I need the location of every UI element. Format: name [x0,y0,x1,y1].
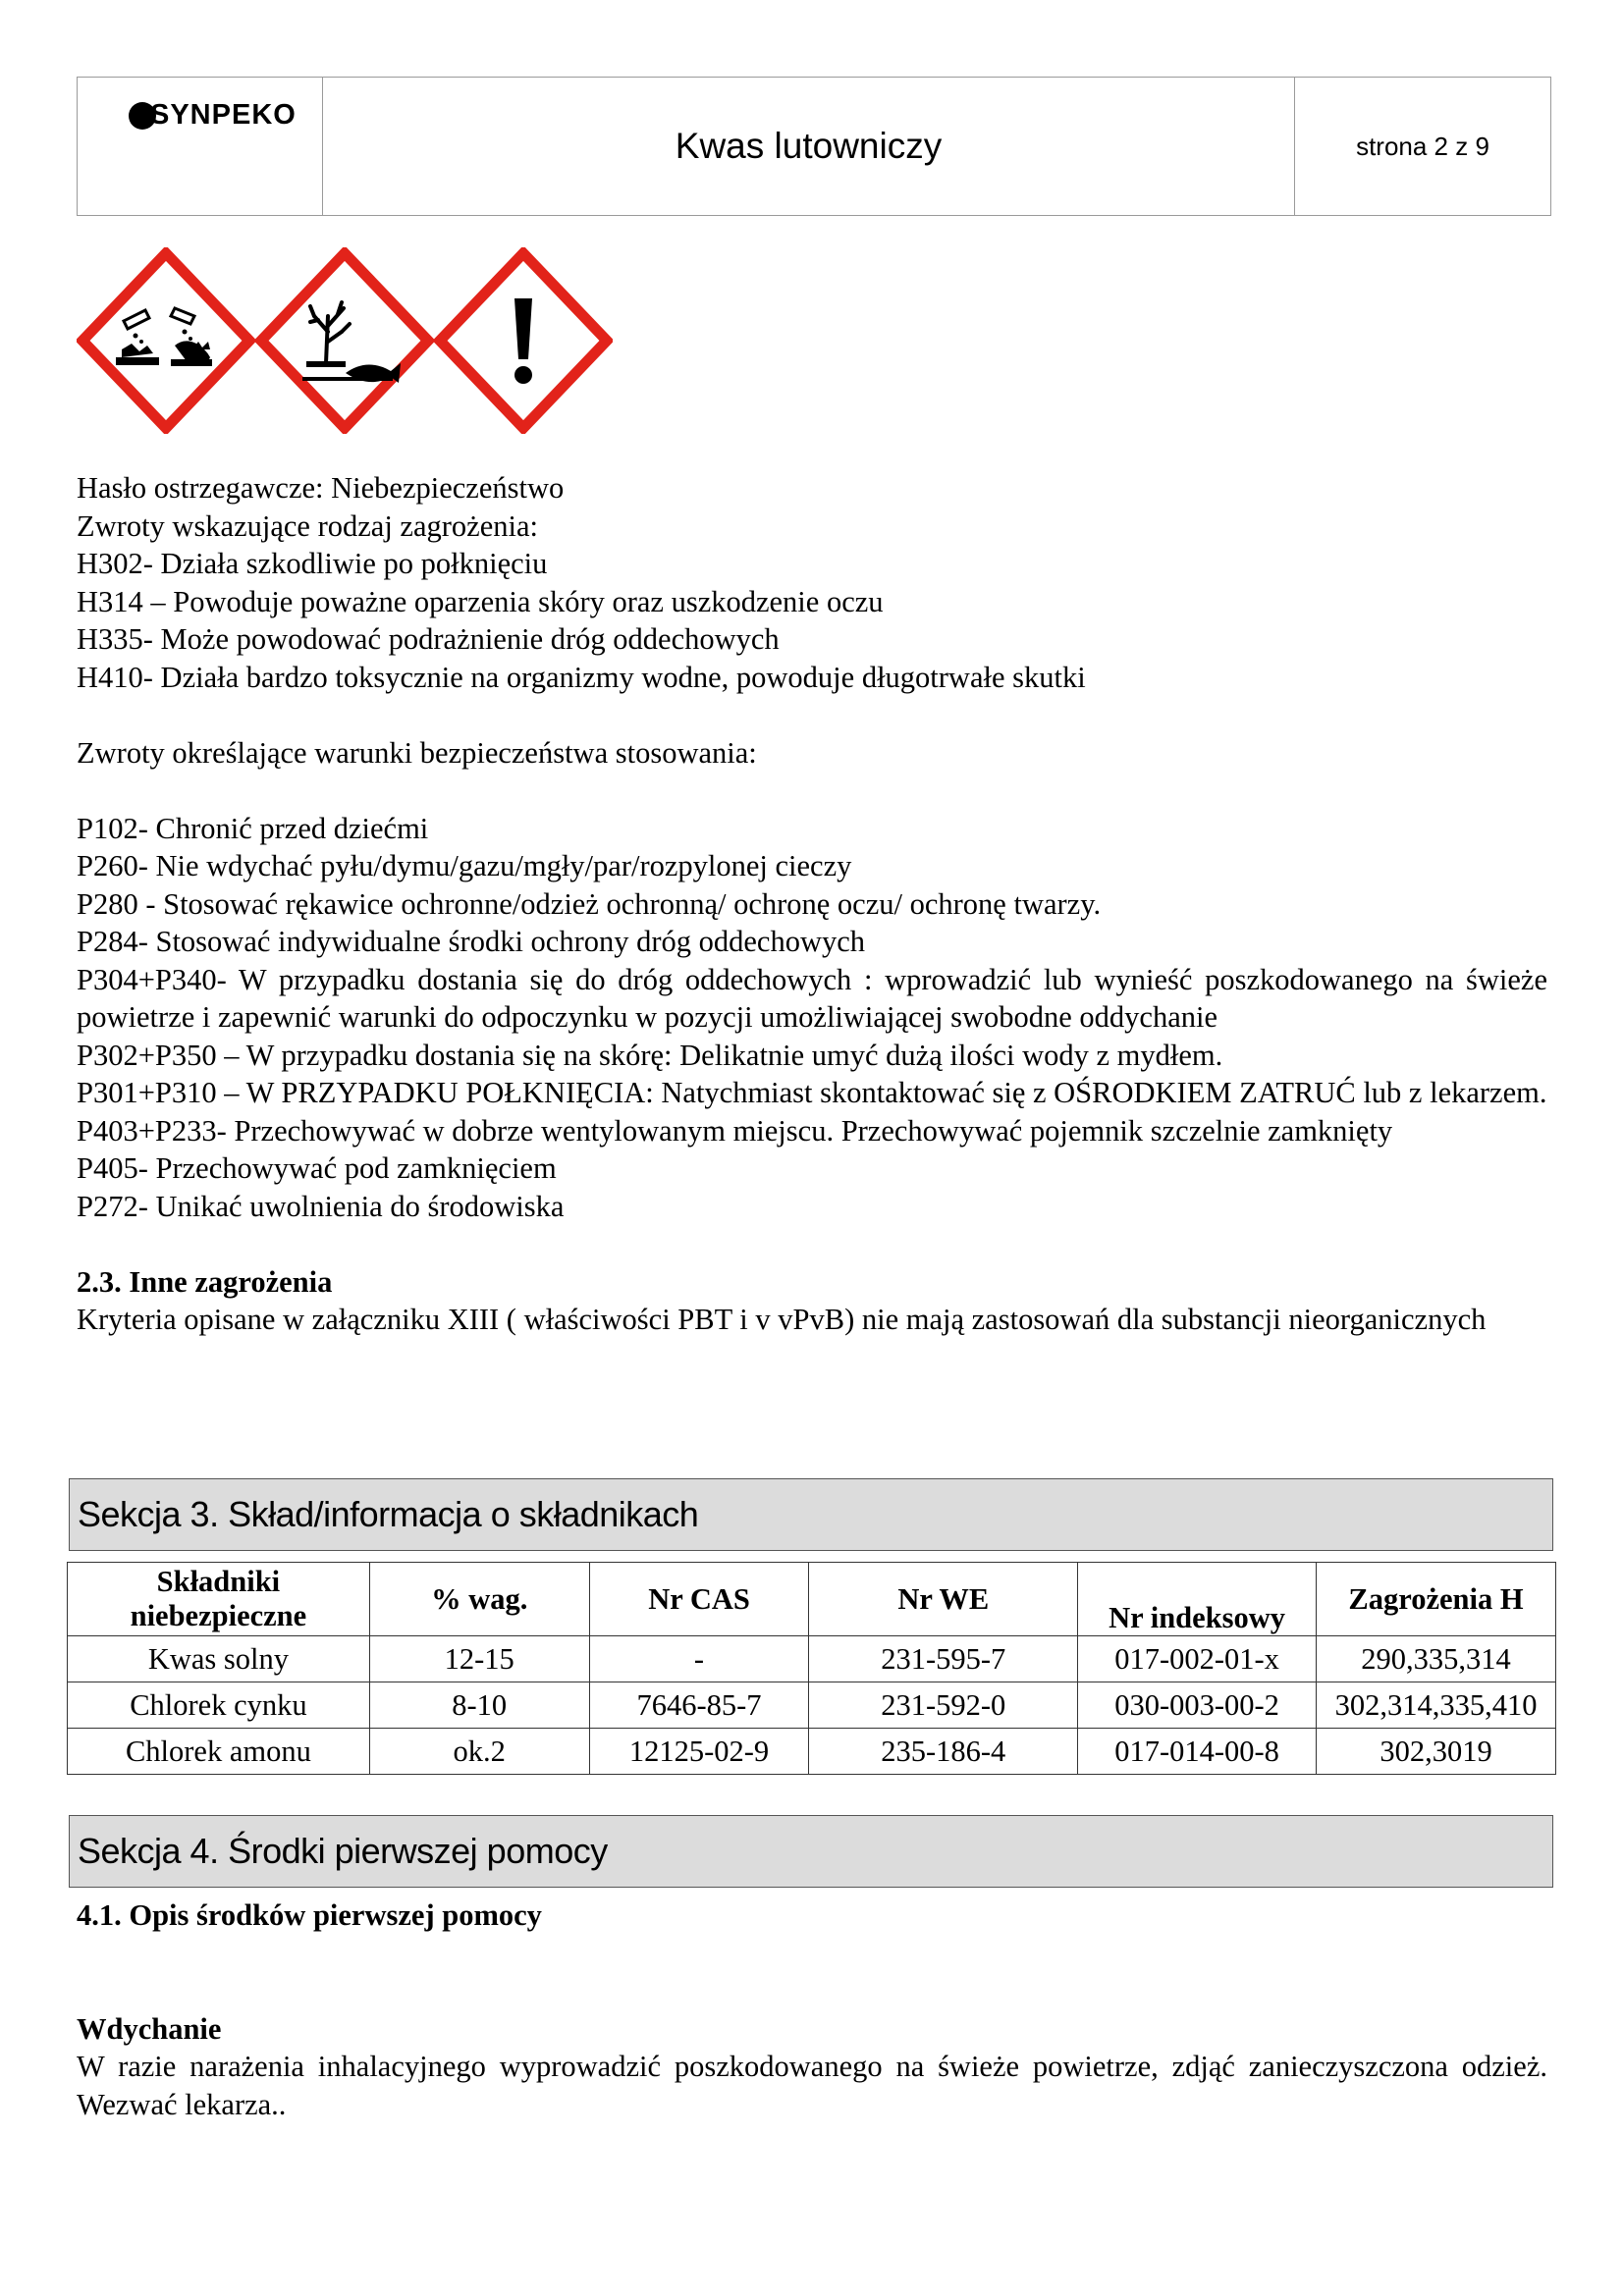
ghs07-exclamation-icon [434,247,613,434]
column-header: Nr CAS [589,1563,809,1636]
precaution-statement: P284- Stosować indywidualne środki ochrony dróg oddechowych [77,925,866,958]
section-4-content [77,1896,1547,2123]
precaution-statement: P272- Unikać uwolnienia do środowiska [77,1189,565,1223]
section-4-heading: Sekcja 4. Środki pierwszej pomocy [69,1815,1553,1888]
precaution-statement: P403+P233- Przechowywać w dobrze wentylowanym miejscu. Przechowywać pojemnik szczelnie zamknięty [77,1113,1393,1148]
table-cell: 235-186-4 [809,1729,1078,1775]
ghs09-environment-icon [255,247,434,434]
table-cell: 302,3019 [1317,1729,1556,1775]
table-cell: 030-003-00-2 [1078,1682,1317,1729]
hazard-statements-block [77,469,1547,1339]
hazard-statement: H335- Może powodować podrażnienie dróg oddechowych [77,622,780,656]
logo-text: SYNPEKO [150,99,297,131]
table-cell: 017-002-01-x [1078,1636,1317,1682]
precaution-statement: P280 - Stosować rękawice ochronne/odzież ochronną/ ochronę oczu/ ochronę twarzy. [77,886,1102,921]
hazard-heading: Zwroty wskazujące rodzaj zagrożenia: [77,508,538,543]
table-cell: Chlorek cynku [68,1682,370,1729]
components-table [67,1562,1556,1775]
table-cell: ok.2 [369,1729,589,1775]
hazard-statement: H314 – Powoduje poważne oparzenia skóry oraz uszkodzenie oczu [77,584,884,618]
table-row [68,1636,1556,1682]
table-row [68,1729,1556,1775]
precaution-statement: P302+P350 – W przypadku dostania się na skórę: Delikatnie umyć dużą ilości wody z mydłem. [77,1038,1223,1072]
first-aid-subheading: 4.1. Opis środków pierwszej pomocy [77,1898,542,1932]
precaution-statement: P405- Przechowywać pod zamknięciem [77,1151,557,1185]
column-header: Składniki niebezpieczne [68,1563,370,1636]
precaution-statement: P301+P310 – W PRZYPADKU POŁKNIĘCIA: Natychmiast skontaktować się z OŚRODKIEM ZATRUĆ lub z lekarzem. [77,1076,1547,1109]
hazard-statement: H410- Działa bardzo toksycznie na organizmy wodne, powoduje długotrwałe skutki [77,660,1086,694]
table-cell: 231-595-7 [809,1636,1078,1682]
other-hazards-text: Kryteria opisane w załączniku XIII ( właściwości PBT i v vPvB) nie mają zastosowań dla substancji nieorganicznych [77,1303,1487,1336]
column-header: Nr WE [809,1563,1078,1636]
column-header: % wag. [369,1563,589,1636]
table-cell: Chlorek amonu [68,1729,370,1775]
precaution-statement: P260- Nie wdychać pyłu/dymu/gazu/mgły/par/rozpylonej cieczy [77,849,852,882]
signal-word: Hasło ostrzegawcze: Niebezpieczeństwo [77,471,565,505]
company-logo [129,99,297,132]
precaution-statement: P304+P340- W przypadku dostania się do dróg oddechowych : wprowadzić lub wynieść poszkodowanego na świeże powietrze i zapewnić warunki do odpoczynku w pozycji umożliwiającej swobodne oddychanie [77,962,1547,1034]
table-cell: - [589,1636,809,1682]
inhalation-heading: Wdychanie [77,2011,222,2046]
page-number: strona 2 z 9 [1356,131,1489,161]
other-hazards-heading: 2.3. Inne zagrożenia [77,1264,333,1299]
inhalation-text: W razie narażenia inhalacyjnego wyprowadzić poszkodowanego na świeże powietrze, zdjąć zanieczyszczona odzież. Wezwać lekarza.. [77,2050,1547,2121]
table-cell: 231-592-0 [809,1682,1078,1729]
precaution-heading: Zwroty określające warunki bezpieczeństwa stosowania: [77,735,757,770]
logo-cell [78,78,323,215]
table-cell: 302,314,335,410 [1317,1682,1556,1729]
ghs-pictograms [77,247,613,434]
ghs05-corrosion-icon [77,247,255,434]
table-cell: 7646-85-7 [589,1682,809,1729]
precaution-statement: P102- Chronić przed dziećmi [77,811,429,845]
table-cell: 290,335,314 [1317,1636,1556,1682]
document-title: Kwas lutowniczy [323,78,1295,215]
table-header-row [68,1563,1556,1636]
table-cell: 12-15 [369,1636,589,1682]
table-row [68,1682,1556,1729]
table-cell: 017-014-00-8 [1078,1729,1317,1775]
hazard-statement: H302- Działa szkodliwie po połknięciu [77,547,548,580]
table-cell: 8-10 [369,1682,589,1729]
column-header: Nr indeksowy [1078,1563,1317,1636]
table-cell: Kwas solny [68,1636,370,1682]
table-cell: 12125-02-9 [589,1729,809,1775]
document-header [77,77,1551,216]
column-header: Zagrożenia H [1317,1563,1556,1636]
section-3-heading: Sekcja 3. Skład/informacja o składnikach [69,1478,1553,1551]
